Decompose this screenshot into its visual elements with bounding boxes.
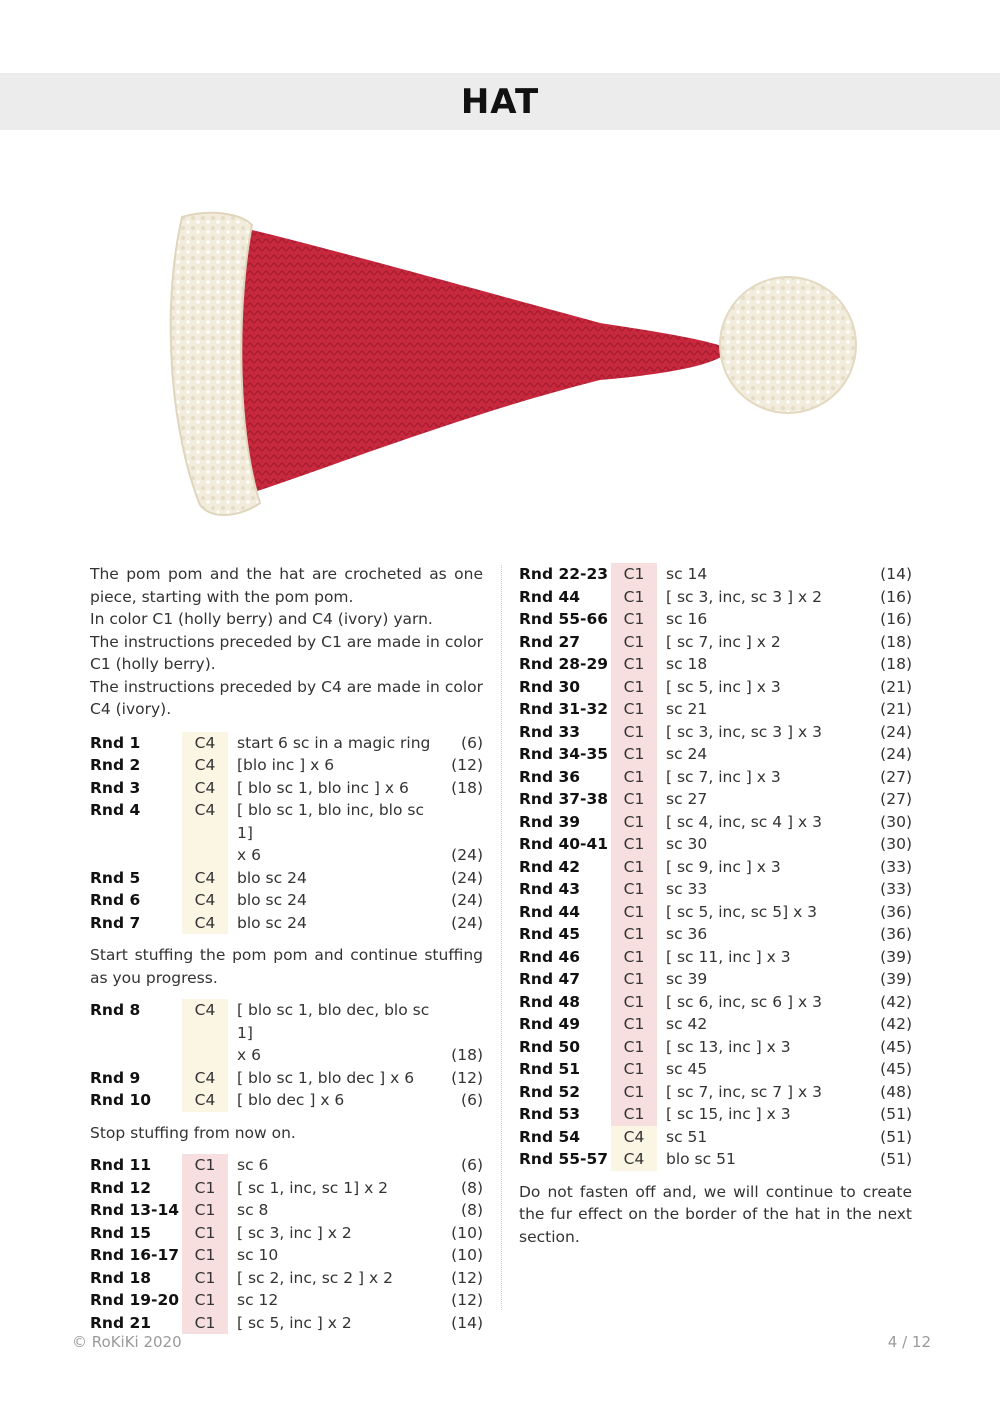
stitch-count: (18) [880,655,912,673]
round-label: Rnd 52 [519,1082,581,1101]
color-code: C1 [611,901,657,924]
round-label: Rnd 4 [90,801,141,819]
round-row [519,743,912,766]
stitch-count: (18) [880,632,912,651]
round-instruction: [ sc 7, inc ] x 2 [666,632,781,651]
round-instruction: [ blo sc 1, blo dec, blo sc 1] [237,1001,430,1042]
closing-note: Do not fasten off and, we will continue to create the fur effect on the border of the hat in the next section. [519,1182,912,1246]
stitch-count: (12) [451,1268,483,1287]
color-code: C1 [611,1013,657,1036]
round-row [90,732,483,755]
round-label: Rnd 6 [90,891,141,909]
color-code: C1 [611,608,657,631]
round-row [90,1312,483,1335]
stitch-count: (8) [461,1201,483,1219]
round-label: Rnd 45 [519,925,581,943]
color-code: C1 [611,788,657,811]
color-code: C1 [182,1199,228,1222]
round-instruction: sc 39 [666,970,708,988]
stitch-count: (18) [451,1046,483,1064]
round-row [90,999,483,1044]
round-instruction: sc 8 [237,1201,269,1219]
hat-photo [160,205,860,525]
round-row [90,777,483,800]
round-label: Rnd 43 [519,880,581,898]
round-row [519,991,912,1014]
stitch-count: (24) [451,891,483,909]
round-row [519,1103,912,1126]
stitch-count: (42) [880,992,912,1011]
intro-text [90,563,483,721]
round-instruction: [blo inc ] x 6 [237,756,335,774]
round-row [519,608,912,631]
round-label: Rnd 46 [519,947,581,966]
round-label: Rnd 34-35 [519,745,609,763]
left-column [90,563,483,1344]
stitch-count: (45) [880,1060,912,1078]
intro-line: The pom pom and the hat are crocheted as one piece, starting with the pom pom. [90,565,483,606]
color-code: C1 [611,1081,657,1104]
round-row [519,856,912,879]
round-instruction: blo sc 24 [237,913,307,932]
round-row [90,1044,483,1067]
stitch-count: (16) [880,610,912,628]
round-label: Rnd 13-14 [90,1201,180,1219]
round-instruction: [ sc 13, inc ] x 3 [666,1037,791,1056]
round-instruction: sc 42 [666,1015,708,1033]
stitch-count: (24) [451,846,483,864]
color-code: C1 [611,698,657,721]
round-label: Rnd 21 [90,1313,152,1332]
round-label: Rnd 7 [90,913,141,932]
stitch-count: (45) [880,1037,912,1056]
round-row [90,1067,483,1090]
color-code: C4 [182,867,228,890]
stitch-count: (24) [451,913,483,932]
round-label: Rnd 30 [519,677,581,696]
round-row [90,889,483,912]
round-label: Rnd 49 [519,1015,581,1033]
round-label: Rnd 8 [90,1001,141,1019]
color-code: C1 [611,766,657,789]
color-code: C4 [182,889,228,912]
stitch-count: (6) [461,1156,483,1174]
round-instruction: start 6 sc in a magic ring [237,733,431,752]
stitch-count: (30) [880,812,912,831]
round-row [519,1081,912,1104]
round-instruction: sc 21 [666,700,708,718]
intro-line: The instructions preceded by C1 are made in color C1 (holly berry). [90,632,483,673]
round-label: Rnd 51 [519,1060,581,1078]
round-instruction: sc 16 [666,610,708,628]
color-code: C4 [182,1067,228,1090]
stitch-count: (6) [461,1091,483,1109]
round-label: Rnd 31-32 [519,700,609,718]
round-instruction: [ blo sc 1, blo inc ] x 6 [237,778,409,797]
round-instruction: [ sc 9, inc ] x 3 [666,857,781,876]
stitch-count: (6) [461,733,483,752]
round-instruction: sc 45 [666,1060,708,1078]
color-code: C1 [611,856,657,879]
round-row [519,676,912,699]
round-instruction: [ sc 2, inc, sc 2 ] x 2 [237,1268,393,1287]
color-code: C4 [182,1089,228,1112]
stuffing-note: Start stuffing the pom pom and continue stuffing as you progress. [90,946,483,987]
round-row [519,833,912,856]
color-code: C1 [182,1267,228,1290]
round-row [519,878,912,901]
round-instruction: [ sc 4, inc, sc 4 ] x 3 [666,812,822,831]
stitch-count: (30) [880,835,912,853]
round-label: Rnd 42 [519,857,581,876]
round-label: Rnd 22-23 [519,565,609,583]
round-instruction: sc 12 [237,1291,279,1309]
round-label: Rnd 12 [90,1178,152,1197]
round-instruction: sc 33 [666,880,708,898]
stitch-count [433,799,483,844]
round-label: Rnd 10 [90,1091,152,1109]
hat-pompom [720,277,856,413]
round-row [90,1222,483,1245]
round-instruction: sc 18 [666,655,708,673]
color-code: C1 [611,923,657,946]
color-code: C4 [182,999,228,1044]
round-row [519,698,912,721]
round-instruction: blo sc 24 [237,891,307,909]
round-instruction: [ blo sc 1, blo inc, blo sc 1] [237,801,424,842]
color-code: C4 [182,912,228,935]
stitch-count: (21) [880,677,912,696]
round-row [519,1036,912,1059]
round-label [90,844,182,867]
round-instruction: sc 24 [666,745,708,763]
stitch-count: (51) [880,1105,912,1123]
round-row [519,901,912,924]
color-code: C1 [611,946,657,969]
round-label: Rnd 19-20 [90,1291,180,1309]
stitch-count: (51) [880,1150,912,1168]
color-code: C4 [611,1148,657,1171]
round-instruction: [ blo sc 1, blo dec ] x 6 [237,1068,415,1087]
round-instruction: sc 30 [666,835,708,853]
round-row [519,563,912,586]
round-label: Rnd 16-17 [90,1246,180,1264]
round-instruction: [ sc 3, inc, sc 3 ] x 2 [666,587,822,606]
color-code: C1 [611,653,657,676]
round-instruction: [ sc 7, inc ] x 3 [666,767,781,786]
color-code: C1 [611,811,657,834]
round-label: Rnd 39 [519,812,581,831]
round-row [519,631,912,654]
color-code: C1 [611,631,657,654]
round-label: Rnd 18 [90,1268,152,1287]
color-code: C1 [611,563,657,586]
intro-line: In color C1 (holly berry) and C4 (ivory) yarn. [90,610,433,628]
round-instruction: [ sc 7, inc, sc 7 ] x 3 [666,1082,822,1101]
color-code: C1 [611,878,657,901]
round-instruction: [ sc 5, inc, sc 5] x 3 [666,902,818,921]
round-label: Rnd 36 [519,767,581,786]
round-row [90,867,483,890]
stitch-count: (16) [880,587,912,606]
round-label: Rnd 28-29 [519,655,609,673]
color-code: C1 [611,968,657,991]
round-row [519,811,912,834]
color-code: C1 [611,991,657,1014]
round-label: Rnd 2 [90,756,141,774]
stitch-count: (12) [451,1291,483,1309]
round-instruction: blo sc 24 [237,868,307,887]
round-instruction: [ sc 3, inc, sc 3 ] x 3 [666,722,822,741]
stitch-count: (33) [880,880,912,898]
color-code: C1 [182,1177,228,1200]
stitch-count: (24) [880,722,912,741]
intro-line: The instructions preceded by C4 are made in color C4 (ivory). [90,677,483,718]
stitch-count: (21) [880,700,912,718]
round-row [519,923,912,946]
round-row [519,788,912,811]
round-row [90,1289,483,1312]
round-label [90,1044,182,1067]
stitch-count: (24) [451,868,483,887]
stitch-count: (27) [880,767,912,786]
color-code [182,1044,228,1067]
stitch-count: (14) [451,1313,483,1332]
hat-cone [223,227,730,495]
round-row [90,754,483,777]
stitch-count: (33) [880,857,912,876]
round-label: Rnd 9 [90,1068,141,1087]
color-code: C1 [611,1058,657,1081]
round-label: Rnd 33 [519,722,581,741]
color-code: C1 [182,1312,228,1335]
stitch-count: (36) [880,925,912,943]
round-instruction: blo sc 51 [666,1150,736,1168]
round-instruction: [ sc 3, inc ] x 2 [237,1223,352,1242]
round-row [90,1089,483,1112]
stitch-count: (39) [880,970,912,988]
stitch-count: (36) [880,902,912,921]
stitch-count: (8) [461,1178,483,1197]
round-row [519,1148,912,1171]
round-label: Rnd 3 [90,778,141,797]
round-instruction: [ sc 15, inc ] x 3 [666,1105,791,1123]
round-row [90,844,483,867]
round-row [519,1058,912,1081]
color-code: C1 [611,1103,657,1126]
color-code: C1 [611,743,657,766]
round-instruction: sc 51 [666,1127,708,1146]
round-label: Rnd 54 [519,1127,581,1146]
color-code: C1 [611,833,657,856]
round-row [519,1013,912,1036]
footer-page-number: 4 / 12 [887,1333,931,1351]
stop-stuffing-note: Stop stuffing from now on. [90,1123,296,1142]
color-code: C1 [182,1244,228,1267]
round-instruction: sc 10 [237,1246,279,1264]
round-row [90,1177,483,1200]
round-label: Rnd 53 [519,1105,581,1123]
round-row [90,1244,483,1267]
round-label: Rnd 1 [90,733,141,752]
round-label: Rnd 5 [90,868,141,887]
color-code: C4 [611,1126,657,1149]
round-label: Rnd 48 [519,992,581,1011]
round-row [519,766,912,789]
round-instruction: [ sc 5, inc ] x 3 [666,677,781,696]
round-instruction: [ sc 1, inc, sc 1] x 2 [237,1178,389,1197]
round-label: Rnd 40-41 [519,835,609,853]
round-label: Rnd 50 [519,1037,581,1056]
round-row [519,946,912,969]
color-code: C4 [182,799,228,844]
color-code: C4 [182,777,228,800]
round-instruction: [ sc 5, inc ] x 2 [237,1313,352,1332]
round-label: Rnd 37-38 [519,790,609,808]
round-label: Rnd 27 [519,632,581,651]
round-label: Rnd 11 [90,1156,152,1174]
round-instruction: x 6 [237,1046,261,1064]
round-row [519,968,912,991]
stitch-count: (42) [880,1015,912,1033]
color-code: C4 [182,732,228,755]
stitch-count: (10) [451,1246,483,1264]
color-code: C1 [611,1036,657,1059]
round-label: Rnd 55-66 [519,610,609,628]
color-code: C4 [182,754,228,777]
round-row [519,721,912,744]
round-label: Rnd 15 [90,1223,152,1242]
round-row [519,1126,912,1149]
stitch-count: (27) [880,790,912,808]
color-code: C1 [611,721,657,744]
round-instruction: sc 14 [666,565,708,583]
stitch-count [433,999,483,1044]
stitch-count: (51) [880,1127,912,1146]
round-row [90,799,483,844]
color-code: C1 [611,586,657,609]
rounds-table-hat-start [90,1154,483,1334]
color-code: C1 [182,1154,228,1177]
stitch-count: (12) [451,1068,483,1087]
rounds-table-closing [90,999,483,1112]
stitch-count: (10) [451,1223,483,1242]
round-instruction: x 6 [237,846,261,864]
round-label: Rnd 47 [519,970,581,988]
round-instruction: sc 36 [666,925,708,943]
round-row [90,1154,483,1177]
page-title: HAT [460,82,540,122]
round-instruction: sc 27 [666,790,708,808]
rounds-table-pompom [90,732,483,935]
round-label: Rnd 44 [519,587,581,606]
stitch-count: (39) [880,947,912,966]
stitch-count: (48) [880,1082,912,1101]
color-code: C1 [611,676,657,699]
footer-copyright: © RoKiKi 2020 [72,1333,182,1351]
color-code: C1 [182,1289,228,1312]
round-instruction: sc 6 [237,1156,269,1174]
round-row [90,1267,483,1290]
color-code [182,844,228,867]
round-row [519,653,912,676]
stitch-count: (24) [880,745,912,763]
round-label: Rnd 55-57 [519,1150,609,1168]
rounds-table-hat [519,563,912,1171]
round-row [90,912,483,935]
color-code: C1 [182,1222,228,1245]
right-column [519,563,912,1248]
round-label: Rnd 44 [519,902,581,921]
column-divider [501,565,502,1310]
round-row [90,1199,483,1222]
round-row [519,586,912,609]
round-instruction: [ sc 11, inc ] x 3 [666,947,791,966]
stitch-count: (12) [451,756,483,774]
round-instruction: [ sc 6, inc, sc 6 ] x 3 [666,992,822,1011]
stitch-count: (14) [880,565,912,583]
stitch-count: (18) [451,778,483,797]
round-instruction: [ blo dec ] x 6 [237,1091,345,1109]
